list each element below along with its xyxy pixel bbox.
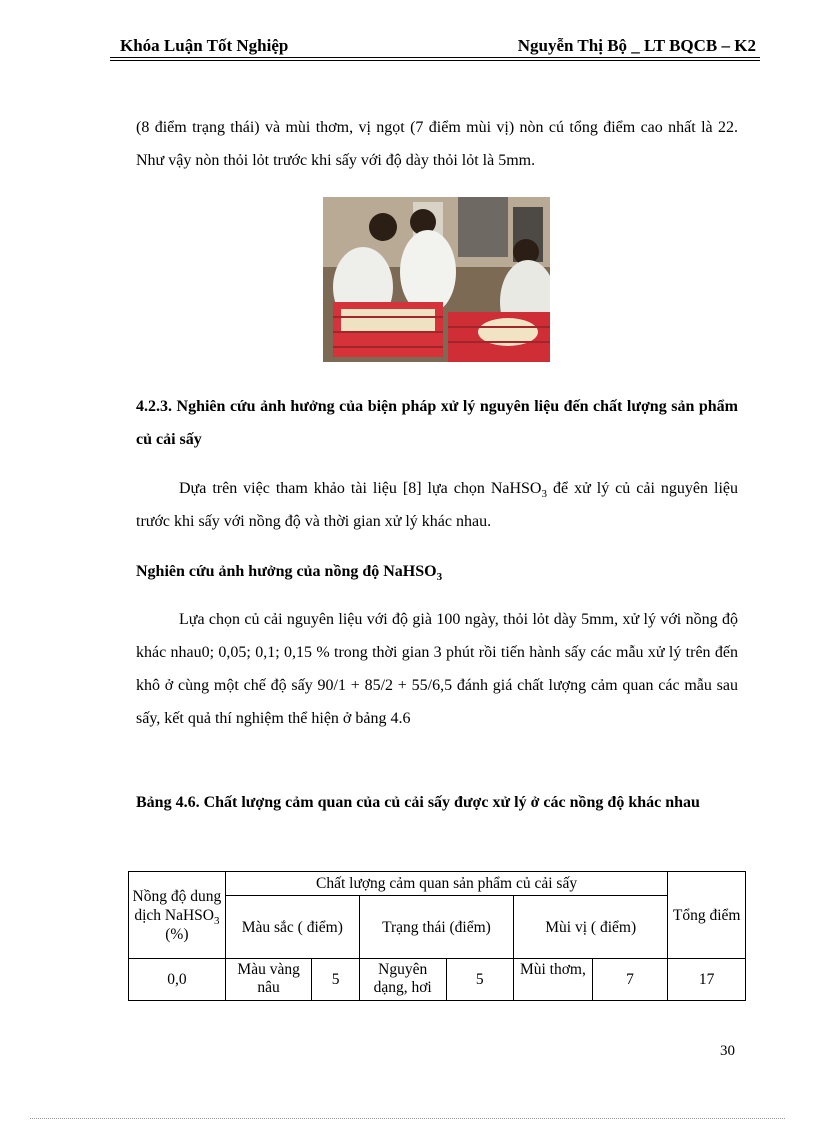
state-header: Trạng thái (điểm): [359, 896, 513, 959]
photo-illustration: [323, 197, 550, 362]
paragraph-1-subscript: 3: [541, 488, 547, 501]
concentration-header: [129, 872, 226, 959]
paragraph-experiment: Lựa chọn củ cải nguyên liệu với độ già 100 ngày, thỏi lỏt dày 5mm, xử lý với nồng độ khác nhau0; 0,05; 0,1; 0,15 % trong thời gian 3 phút rồi tiến hành sấy các mẫu xử lý trên đến khô ở cùng một chế độ sấy 90/1 + 85/2 + 55/6,5 đánh giá chất lượng cảm quan các mẫu sau sấy, kết quả thí nghiệm thể hiện ở bảng 4.6: [136, 611, 738, 727]
header-rule: [110, 57, 760, 58]
concentration-header-text: Nồng độ dung dịch NaHSO: [132, 887, 222, 924]
table-caption: Bảng 4.6. Chất lượng cảm quan của củ cải sấy được xử lý ở các nồng độ khác nhau: [136, 794, 700, 811]
header-left-title: Khóa Luận Tốt Nghiệp: [120, 36, 289, 55]
page-header: [120, 36, 760, 58]
paragraph-1-start: Dựa trên việc tham khảo tài liệu [8] lựa chọn NaHSO: [179, 480, 542, 497]
lab-workers-photo: [323, 197, 550, 362]
flavor-desc-cell: [514, 959, 593, 1001]
color-desc-cell: [225, 959, 312, 1001]
sensory-quality-table: [128, 871, 746, 1001]
paragraph-1-end: để xử lý củ cải nguyên liệu trước khi sấy với nồng độ và thời gian xử lý khác nhau.: [136, 480, 739, 530]
table-row: [129, 959, 746, 1001]
color-score-cell: 5: [312, 959, 359, 1001]
subheading-subscript: 3: [436, 571, 443, 584]
state-score-cell: 5: [446, 959, 514, 1001]
color-header: Màu sắc ( điểm): [225, 896, 359, 959]
page-number: 30: [720, 1043, 735, 1059]
header-rule-second: [110, 60, 760, 61]
color-desc-text: Màu vàng nâu: [237, 960, 300, 996]
subheading-concentration: [136, 555, 738, 588]
total-score-header: Tổng điểm: [668, 872, 746, 959]
page-bottom-border: [30, 1118, 785, 1119]
sensory-group-header: Chất lượng cảm quan sản phẩm củ cải sấy: [225, 872, 668, 896]
concentration-header-subscript: 3: [213, 914, 220, 927]
state-desc-text: Nguyên dạng, hơi: [373, 960, 432, 996]
state-desc-cell: [359, 959, 446, 1001]
subheading-text: Nghiên cứu ảnh hưởng của nồng độ NaHSO: [136, 563, 437, 580]
flavor-desc-text: Mùi thơm,: [519, 960, 586, 978]
flavor-score-cell: 7: [592, 959, 668, 1001]
section-heading: 4.2.3. Nghiên cứu ảnh hưởng của biện pháp xử lý nguyên liệu đến chất lượng sản phẩm củ cải sấy: [136, 398, 738, 448]
flavor-header: Mùi vị ( điểm): [514, 896, 668, 959]
header-right-author: Nguyễn Thị Bộ _ LT BQCB – K2: [517, 36, 756, 55]
total-cell: 17: [668, 959, 746, 1001]
concentration-cell: 0,0: [129, 959, 226, 1001]
concentration-header-unit: (%): [165, 925, 189, 943]
intro-paragraph: (8 điểm trạng thái) và mùi thơm, vị ngọt (7 điểm mùi vị) nòn cú tổng điểm cao nhất là 22. Như vậy nòn thỏi lỏt trước khi sấy với độ dày thỏi lỏt là 5mm.: [136, 119, 738, 169]
paragraph-nahso3-selection: [136, 472, 738, 538]
